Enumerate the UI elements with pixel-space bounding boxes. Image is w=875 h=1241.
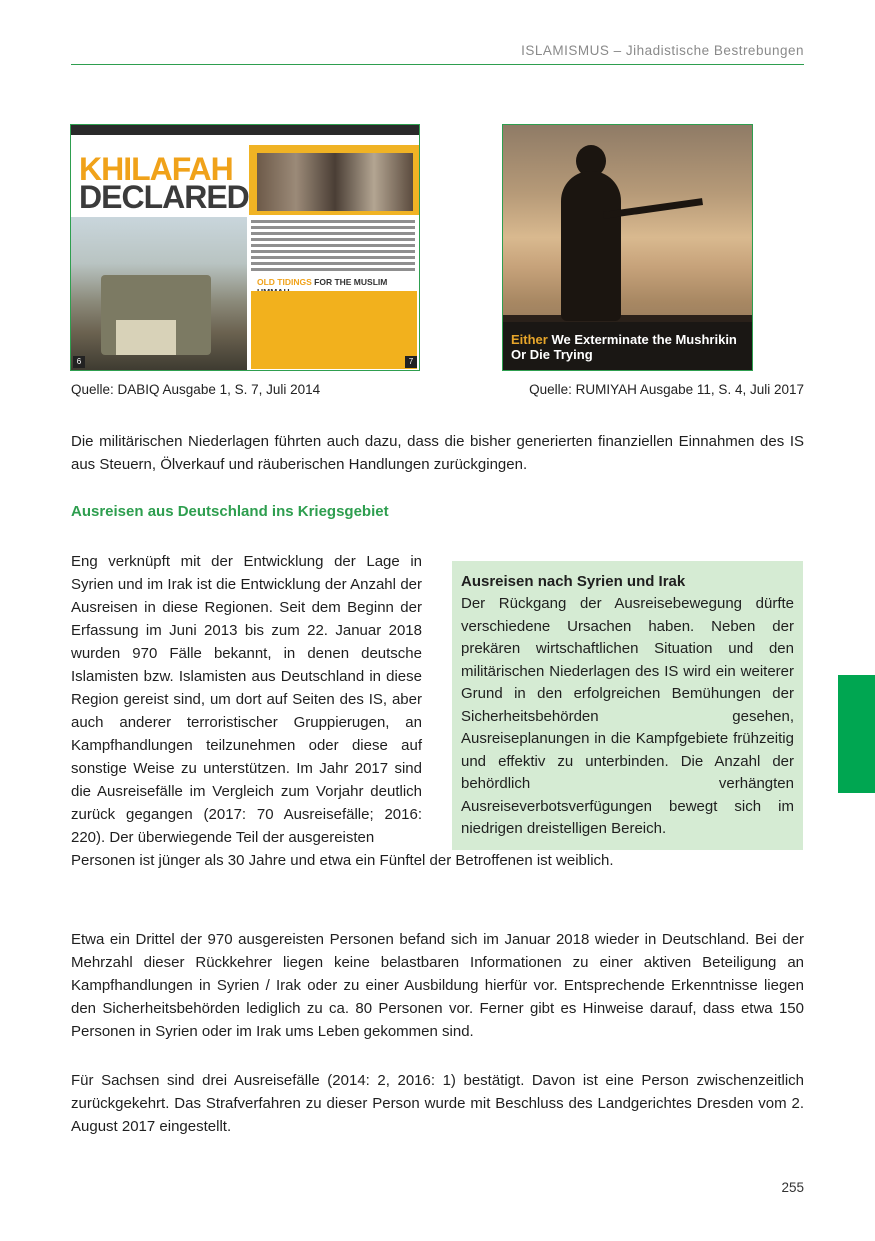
dabiq-text-column (251, 217, 415, 274)
rumiyah-silhouette-body (561, 171, 621, 321)
section-paragraph-main: Eng verknüpft mit der Entwicklung der Lage in Syrien und im Irak ist die Entwicklung der Anzahl der Ausreisen in diese Regionen. Seit dem Beginn der Erfassung im Juni 2013 bis zum 22. Januar 2018 wurden 970 Fälle bekannt, in denen deutsche Islamisten bzw. Islamisten aus Deutschland in diese Region gereist sind, um dort auf Seiten des IS, aber auch anderer terroristischer Gruppierugen, an Kampfhandlungen teilzunehmen oder diese auf sonstige Weise zu unterstützen. Im Jahr 2017 sind die Ausreisefälle im Vergleich zum Vorjahr deutlich zurück gegangen (2017: 70 Ausreisefälle; 2016: 220). Der überwiegende Teil der ausgereisten (71, 553, 422, 846)
dabiq-headline-line2: DECLARED (79, 179, 249, 215)
dabiq-photo-strip (257, 153, 413, 211)
rumiyah-banner-text: Either We Exterminate the Mushrikin Or Die Trying (511, 332, 737, 362)
dabiq-page-right: 7 (405, 356, 417, 368)
section-heading: Ausreisen aus Deutschland ins Kriegsgebiet (71, 503, 389, 520)
infobox (452, 561, 803, 850)
page-number: 255 (781, 1180, 804, 1195)
intro-paragraph: Die militärischen Niederlagen führten auch dazu, dass die bisher generierten finanziellen Einnahmen des IS aus Steuern, Ölverkauf und räuberischen Handlungen zurückgingen. (71, 433, 804, 473)
running-header: ISLAMISMUS – Jihadistische Bestrebungen (521, 43, 804, 58)
dabiq-top-bar (71, 125, 419, 135)
dabiq-page-left: 6 (73, 356, 85, 368)
rumiyah-magazine-image (502, 124, 753, 371)
dabiq-headline-line1: KHILAFAH (79, 151, 233, 187)
infobox-text: Der Rückgang der Ausreisebewegung dürfte verschiedene Ursachen haben. Neben der prekären wirtschaftlichen Situation und den militärischen Niederlagen des IS wird ein weiterer Grund in den erfolgreichen Bemühungen der Sicherheitsbehörden gesehen, Ausreiseplanungen in die Kampfgebiete frühzeitig und effektiv zu unterbinden. Die Anzahl der behördlich verhängten Ausreiseverbotsverfügungen bewegt sich im niedrigen dreistelligen Bereich. (461, 595, 794, 837)
dabiq-yellow-textblock (251, 291, 417, 369)
chapter-side-tab (838, 675, 875, 793)
saxony-paragraph: Für Sachsen sind drei Ausreisefälle (2014: 2, 2016: 1) bestätigt. Davon ist eine Person zwischenzeitlich zurückgekehrt. Das Strafverfahren zu dieser Person wurde mit Beschluss des Landgerichtes Dresden vom 2. August 2017 eingestellt. (71, 1072, 804, 1135)
header-rule (71, 64, 804, 65)
section-paragraph-tail: Personen ist jünger als 30 Jahre und etwa ein Fünftel der Betroffenen ist weiblich. (71, 852, 614, 869)
figure-caption-rumiyah: Quelle: RUMIYAH Ausgabe 11, S. 4, Juli 2017 (529, 382, 804, 397)
figure-caption-dabiq: Quelle: DABIQ Ausgabe 1, S. 7, Juli 2014 (71, 382, 321, 397)
dabiq-subheading: OLD TIDINGS FOR THE MUSLIM (257, 277, 388, 287)
returnees-paragraph: Etwa ein Drittel der 970 ausgereisten Personen befand sich im Januar 2018 wieder in Deutschland. Bei der Mehrzahl dieser Rückkehrer liegen keine belastbaren Informationen zu einer aktiven Beteiligung an Kampfhandlungen in Syrien / Irak oder zu einer Ausbildung hierfür vor. Entsprechende Erkenntnisse liegen den Sicherheitsbehörden lediglich zu ca. 80 Personen vor. Ferner gibt es Hinweise darauf, dass etwa 150 Personen in Syrien oder im Irak ums Leben gekommen sind. (71, 931, 804, 1040)
dabiq-truck-plate (116, 320, 176, 355)
infobox-title: Ausreisen nach Syrien und Irak (461, 573, 686, 590)
dabiq-magazine-image (70, 124, 420, 371)
